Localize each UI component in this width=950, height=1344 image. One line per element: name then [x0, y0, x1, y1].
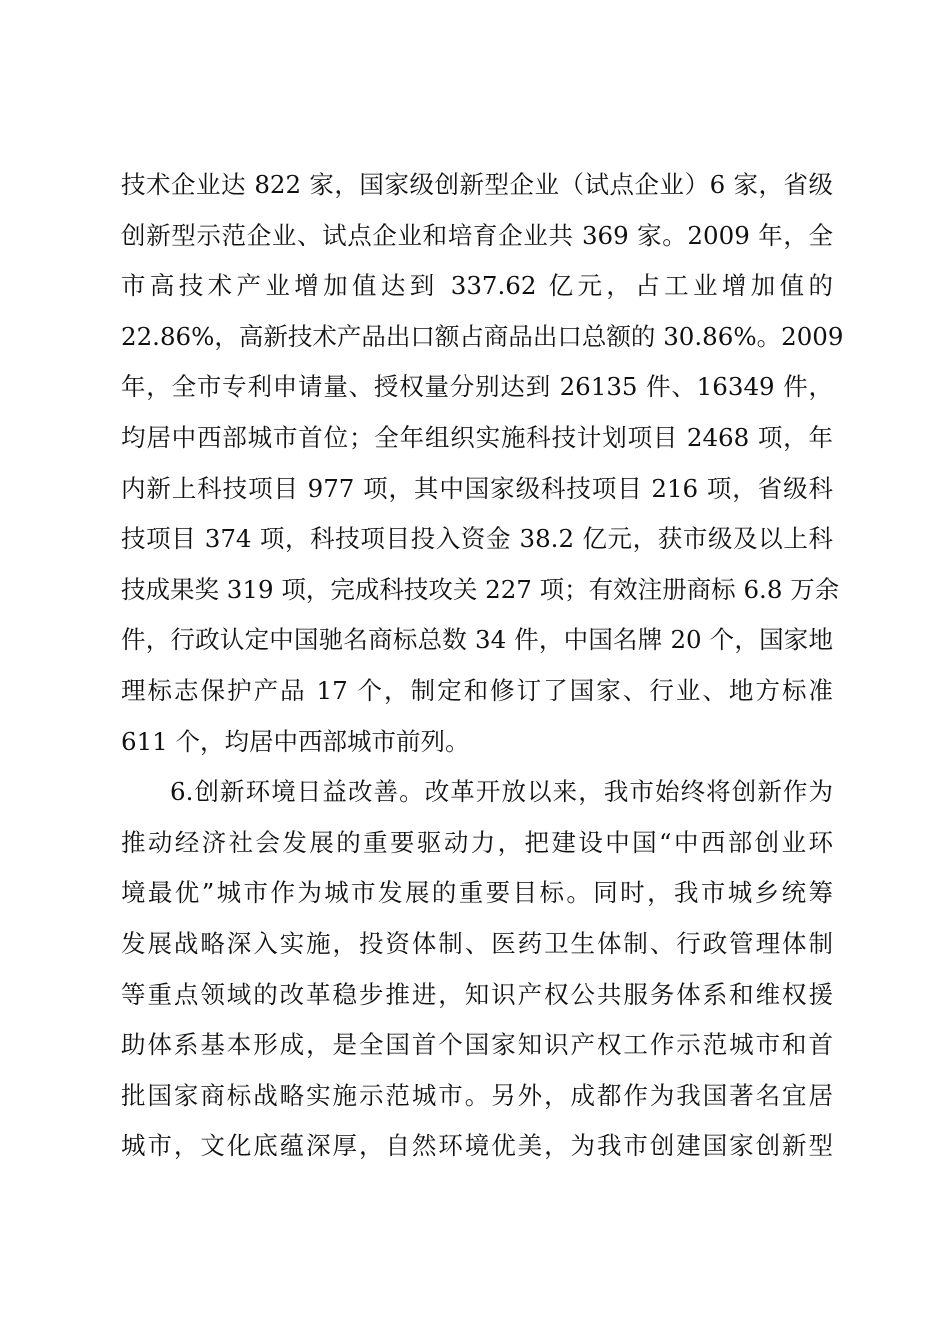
text-line: 均居中西部城市首位；全年组织实施科技计划项目 2468 项，年 — [121, 422, 833, 452]
text-line: 市高技术产业增加值达到 337.62 亿元，占工业增加值的 — [121, 271, 833, 301]
text-line: 境最优”城市作为城市发展的重要目标。同时，我市城乡统筹 — [121, 878, 833, 908]
text-line: 内新上科技项目 977 项，其中国家级科技项目 216 项，省级科 — [121, 473, 833, 503]
text-line: 技项目 374 项，科技项目投入资金 38.2 亿元，获市级及以上科 — [121, 524, 833, 554]
text-line: 城市，文化底蕴深厚，自然环境优美，为我市创建国家创新型 — [121, 1131, 833, 1161]
text-line: 发展战略深入实施，投资体制、医药卫生体制、行政管理体制 — [121, 928, 833, 958]
text-line: 助体系基本形成，是全国首个国家知识产权工作示范城市和首 — [121, 1030, 833, 1060]
paragraph-innovation-environment — [121, 767, 833, 1172]
text-line: 技成果奖 319 项，完成科技攻关 227 项；有效注册商标 6.8 万余 — [121, 574, 840, 604]
text-line: 批国家商标战略实施示范城市。另外，成都作为我国著名宜居 — [121, 1080, 833, 1110]
text-line: 创新型示范企业、试点企业和培育企业共 369 家。2009 年，全 — [121, 220, 833, 250]
text-line: 理标志保护产品 17 个，制定和修订了国家、行业、地方标准 — [121, 675, 833, 705]
text-line: 611 个，均居中西部城市前列。 — [121, 726, 470, 756]
text-line: 年，全市专利申请量、授权量分别达到 26135 件、16349 件， — [121, 372, 833, 402]
text-line: 技术企业达 822 家，国家级创新型企业（试点企业）6 家，省级 — [121, 170, 833, 199]
body-text — [121, 160, 844, 1172]
text-line: 推动经济社会发展的重要驱动力，把建设中国“中西部创业环 — [121, 827, 833, 857]
text-line: 22.86%，高新技术产品出口额占商品出口总额的 30.86%。2009 — [121, 321, 844, 351]
text-line: 等重点领域的改革稳步推进，知识产权公共服务体系和维权援 — [121, 979, 833, 1009]
text-line: 6.创新环境日益改善。改革开放以来，我市始终将创新作为 — [170, 777, 833, 807]
text-line: 件，行政认定中国驰名商标总数 34 件，中国名牌 20 个，国家地 — [121, 625, 833, 655]
paragraph-tech-enterprise-stats — [121, 160, 844, 767]
